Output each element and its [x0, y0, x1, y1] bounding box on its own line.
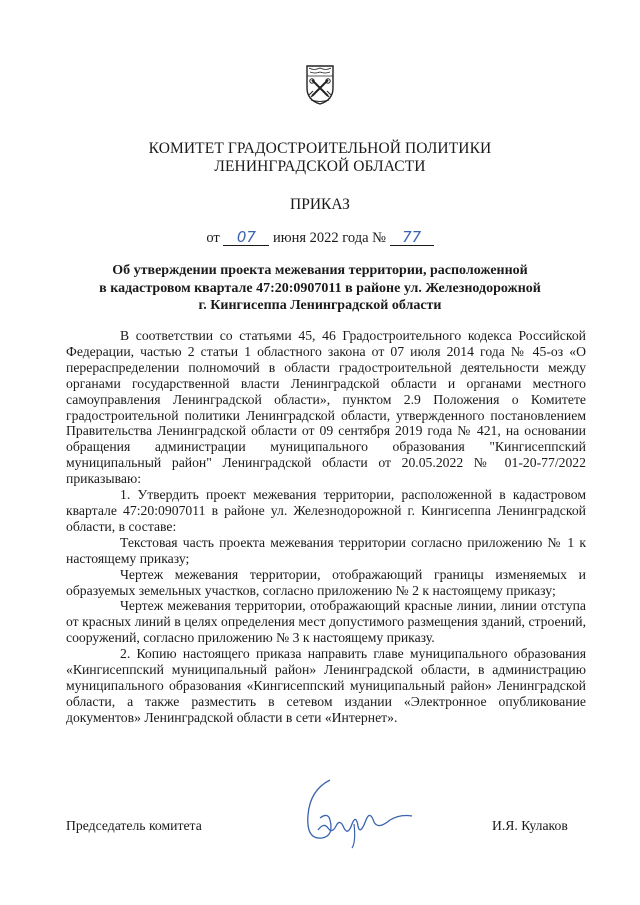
- committee-line: КОМИТЕТ ГРАДОСТРОИТЕЛЬНОЙ ПОЛИТИКИ: [148, 140, 492, 157]
- dateline: [0, 229, 640, 247]
- coat-of-arms-emblem: [303, 62, 337, 106]
- date-prefix: от: [206, 230, 220, 246]
- paragraph-annex-2: Чертеж межевания территории, отображающий границы изменяемых и образуемых земельных участков, согласно приложению № 2 к настоящему приказу;: [66, 566, 586, 598]
- order-title: [0, 262, 640, 315]
- paragraph-annex-1: Текстовая часть проекта межевания территории согласно приложению № 1 к настоящему приказу;: [66, 534, 586, 566]
- title-line-1: Об утверждении проекта межевания территории, расположенной: [112, 263, 528, 278]
- order-number-handwritten: 77: [390, 229, 434, 246]
- date-day-handwritten: 07: [223, 229, 269, 246]
- paragraph-annex-3: Чертеж межевания территории, отображающий красные линии, линии отступа от красных линий в целях определения мест допустимого размещения зданий, строений, сооружений, согласно приложению № 3 к настоящему приказу.: [66, 598, 586, 646]
- paragraph-preamble: В соответствии со статьями 45, 46 Градостроительного кодекса Российской Федерации, частью 2 статьи 1 областного закона от 07 июля 2014 года № 45-оз «О перераспределении полномочий в области градостроительной деятельности между органами государственной власти Ленинградской области и органами местного самоуправления Ленинградской области», пунктом 2.9 Положения о Комитете градостроительной политики Ленинградской области, утвержденного постановлением Правительства Ленинградской области от 09 сентября 2019 года № 421, на основании обращения администрации муниципального образования "Кингисеппский муниципальный район" Ленинградской области от 20.05.2022 № 01-20-77/2022 приказываю:: [66, 328, 586, 487]
- date-month-year: июня 2022 года №: [273, 230, 386, 246]
- signatory-position: Председатель комитета: [66, 818, 202, 833]
- committee-name: [0, 140, 640, 176]
- signatory-name: И.Я. Кулаков: [492, 818, 568, 833]
- paragraph-item-1: 1. Утвердить проект межевания территории, расположенной в кадастровом квартале 47:20:0907011 в районе ул. Железнодорожной г. Кингисеппа Ленинградской области, в составе:: [66, 487, 586, 534]
- handwritten-signature: [300, 770, 420, 850]
- paragraph-item-2: 2. Копию настоящего приказа направить главе муниципального образования «Кингисеппский муниципальный район» Ленинградской области, в администрацию муниципального образования «Кингисеппский муниципальный район» Ленинградской области, а также разместить в сетевом издании «Электронное опубликование документов» Ленинградской области в сети «Интернет».: [66, 646, 586, 725]
- title-line-2: в кадастровом квартале 47:20:0907011 в районе ул. Железнодорожной: [99, 280, 541, 296]
- region-line: ЛЕНИНГРАДСКОЙ ОБЛАСТИ: [214, 158, 426, 175]
- order-body: [66, 328, 586, 726]
- title-line-3: г. Кингисеппа Ленинградской области: [198, 298, 442, 313]
- document-type: ПРИКАЗ: [290, 196, 350, 213]
